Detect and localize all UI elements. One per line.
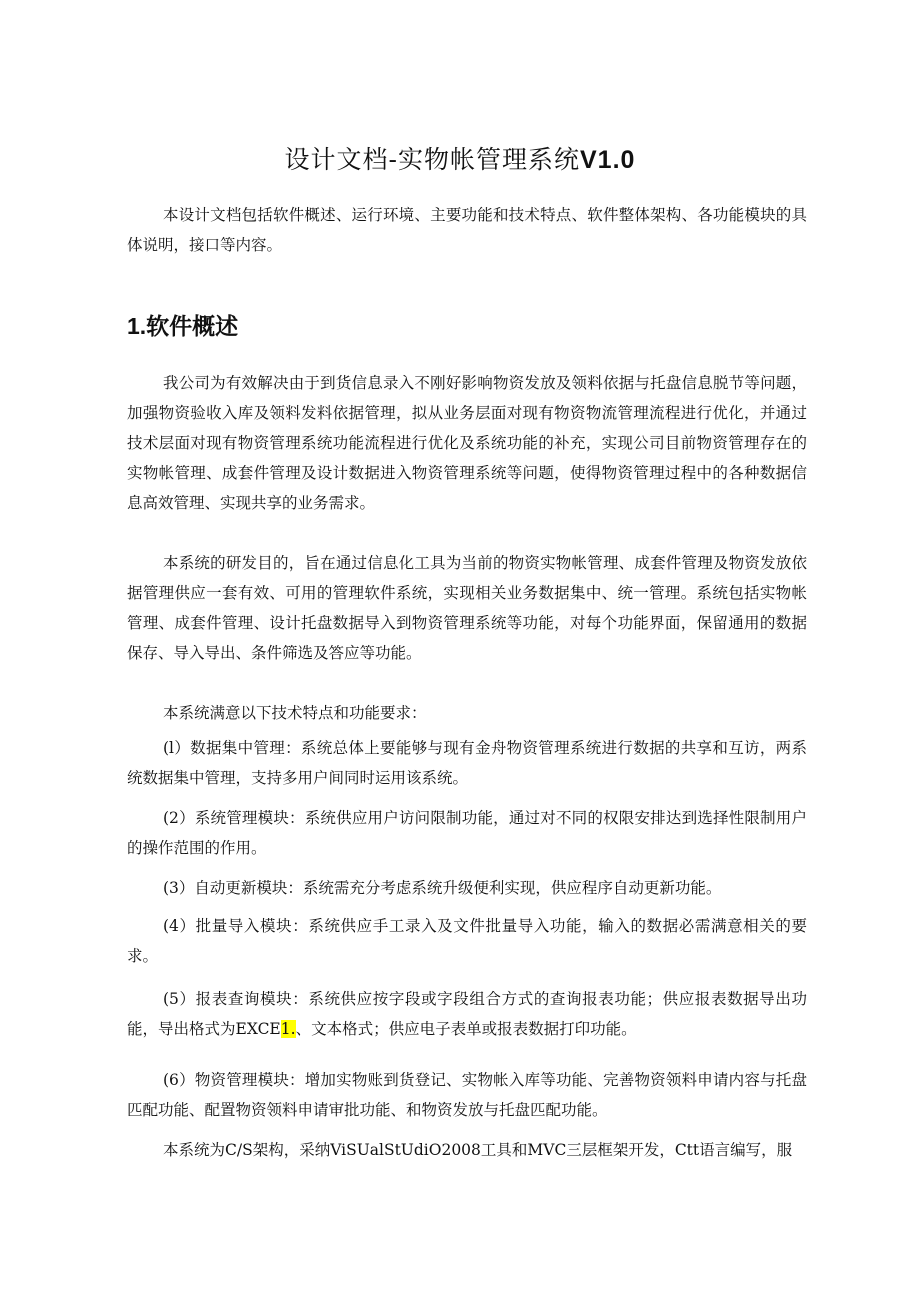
section1-heading: 1.软件概述 (127, 313, 239, 339)
title-main: 设计文档-实物帐管理系统 (284, 145, 580, 174)
overview-paragraph-2: 本系统的研发目的，旨在通过信息化工具为当前的物资实物帐管理、成套件管理及物资发放依据管理供应一套有效、可用的管理软件系统，实现相关业务数据集中、统一管理。系统包括实物帐管理、成套件管理、设计托盘数据导入到物资管理系统等功能，对每个功能界面，保留通用的数据保存、导入导出、条件筛选及答应等功能。 (127, 554, 807, 662)
feature-item-2: (2）系统管理模块：系统供应用户访问限制功能，通过对不同的权限安排达到选择性限制用户的操作范围的作用。 (127, 809, 807, 857)
feature-item-4: (4）批量导入模块：系统供应手工录入及文件批量导入功能，输入的数据必需满意相关的要求。 (127, 917, 807, 965)
item5-text-before: (5）报表查询模块：系统供应按字段或字段组合方式的查询报表功能；供应报表数据导出功能，导出格式为EXCE (127, 990, 807, 1038)
item5-highlight: 1. (280, 1020, 296, 1038)
feature-item-1: (l）数据集中管理：系统总体上要能够与现有金舟物资管理系统进行数据的共享和互访，两系统数据集中管理，支持多用户间同时运用该系统。 (127, 739, 807, 787)
feature-item-6: (6）物资管理模块：增加实物账到货登记、实物帐入库等功能、完善物资领料申请内容与托盘匹配功能、配置物资领料申请审批功能、和物资发放与托盘匹配功能。 (127, 1071, 807, 1119)
feature-item-3: (3）自动更新模块：系统需充分考虑系统升级便利实现，供应程序自动更新功能。 (163, 879, 722, 897)
title-version: V1.0 (580, 146, 636, 174)
document-title (0, 140, 920, 176)
overview-paragraph-1: 我公司为有效解决由于到货信息录入不刚好影响物资发放及领料依据与托盘信息脱节等问题，加强物资验收入库及领料发料依据管理，拟从业务层面对现有物资物流管理流程进行优化，并通过技术层面对现有物资管理系统功能流程进行优化及系统功能的补充，实现公司目前物资管理存在的实物帐管理、成套件管理及设计数据进入物资管理系统等问题，使得物资管理过程中的各种数据信息高效管理、实现共享的业务需求。 (127, 374, 807, 512)
feature-item-5 (127, 984, 807, 1044)
item5-text-after: 、文本格式；供应电子表单或报表数据打印功能。 (295, 1020, 637, 1038)
architecture-paragraph: 本系统为C/S架构，采纳ViSUalStUdiO2008工具和MVC三层框架开发，Ctt语言编写，服 (163, 1141, 793, 1159)
features-intro: 本系统满意以下技术特点和功能要求： (163, 704, 427, 722)
intro-paragraph: 本设计文档包括软件概述、运行环境、主要功能和技术特点、软件整体架构、各功能模块的具体说明，接口等内容。 (127, 206, 807, 254)
